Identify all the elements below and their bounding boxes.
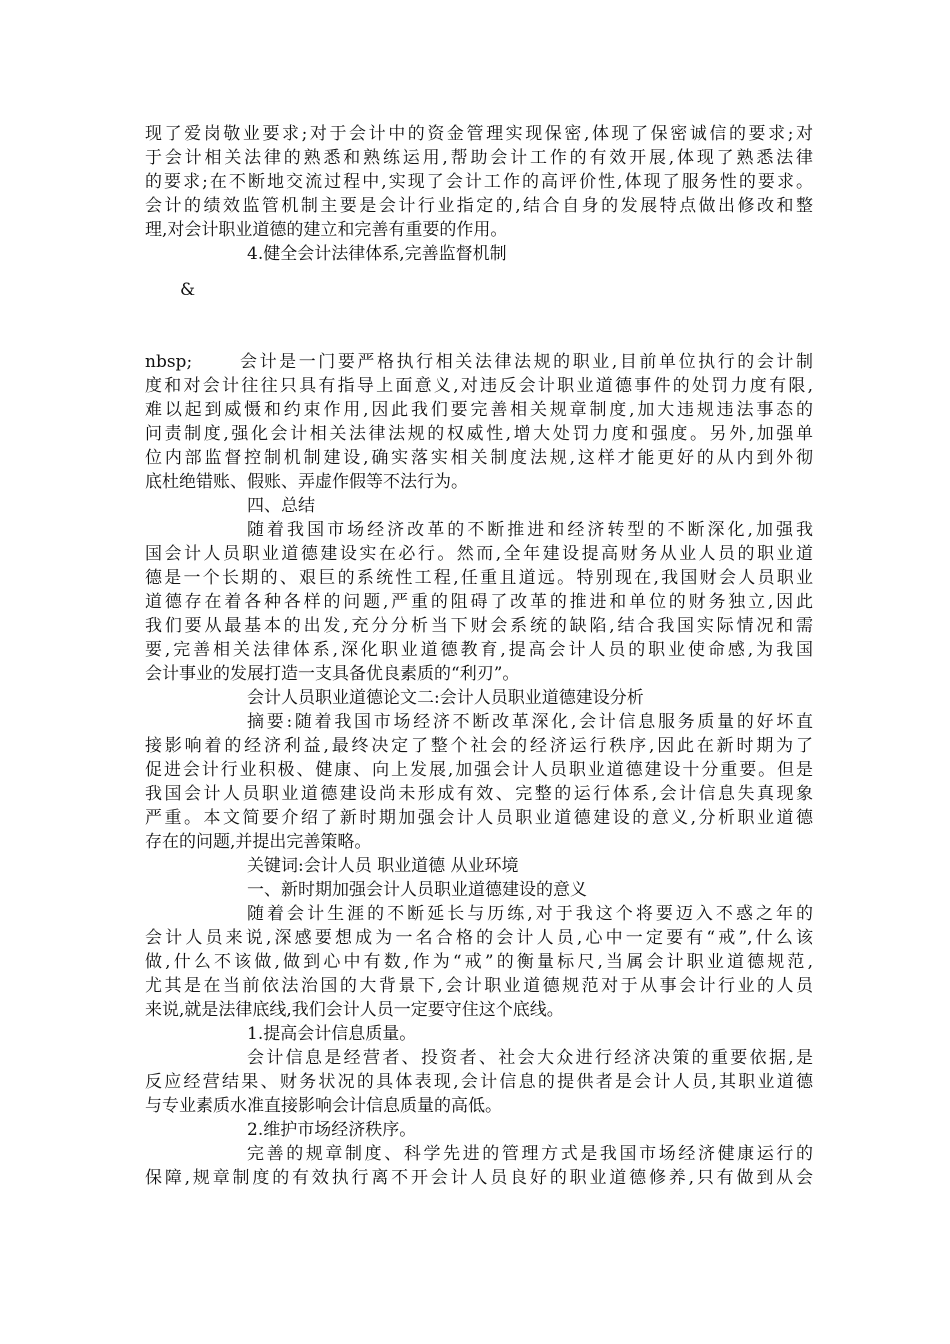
text-line: 国会计人员职业道德建设实在必行。然而,全年建设提高财务从业人员的职业道 [145, 544, 813, 564]
text-line: 保障,规章制度的有效执行离不开会计人员良好的职业道德修养,只有做到从会 [145, 1168, 813, 1188]
text-line: 存在的问题,并提出完善策略。 [145, 832, 372, 852]
text-line: 严重。本文简要介绍了新时期加强会计人员职业道德建设的意义,分析职业道德 [145, 808, 813, 828]
text-line: 理,对会计职业道德的建立和完善有重要的作用。 [145, 220, 508, 240]
text-line: 接影响着的经济利益,最终决定了整个社会的经济运行秩序,因此在新时期为了 [145, 736, 813, 756]
text-line: 反应经营结果、财务状况的具体表现,会计信息的提供者是会计人员,其职业道德 [145, 1072, 813, 1092]
text-line: 的要求;在不断地交流过程中,实现了会计工作的高评价性,体现了服务性的要求。 [145, 172, 813, 192]
text-line-rest: 会计是一门要严格执行相关法律法规的职业,目前单位执行的会计制 [240, 352, 813, 372]
text-line: 与专业素质水准直接影响会计信息质量的高低。 [145, 1096, 502, 1116]
keywords: 关键词:会计人员 职业道德 从业环境 [247, 856, 519, 876]
text-line: 随着我国市场经济改革的不断推进和经济转型的不断深化,加强我 [247, 520, 813, 540]
text-line: 度和对会计往往只具有指导上面意义,对违反会计职业道德事件的处罚力度有限, [145, 376, 813, 396]
stray-ampersand: & [180, 280, 196, 300]
text-line [145, 350, 813, 374]
text-line: 促进会计行业积极、健康、向上发展,加强会计人员职业道德建设十分重要。但是 [145, 760, 813, 780]
subsection-heading: 1.提高会计信息质量。 [247, 1024, 417, 1044]
text-line: 会计的绩效监管机制主要是会计行业指定的,结合自身的发展特点做出修改和整 [145, 196, 813, 216]
text-line: 位内部监督控制机制建设,确实落实相关制度法规,这样才能更好的从内到外彻 [145, 448, 813, 468]
section-heading: 四、总结 [247, 496, 315, 516]
text-line: 于会计相关法律的熟悉和熟练运用,帮助会计工作的有效开展,体现了熟悉法律 [145, 148, 813, 168]
text-line: 尤其是在当前依法治国的大背景下,会计职业道德规范对于从事会计行业的人员 [145, 976, 813, 996]
paper-title: 会计人员职业道德论文二:会计人员职业道德建设分析 [247, 688, 644, 708]
text-line: 道德存在着各种各样的问题,严重的阻碍了改革的推进和单位的财务独立,因此 [145, 592, 813, 612]
text-line: 完善的规章制度、科学先进的管理方式是我国市场经济健康运行的 [247, 1144, 813, 1164]
text-line: 我们要从最基本的出发,充分分析当下财会系统的缺陷,结合我国实际情况和需 [145, 616, 813, 636]
text-line: 摘要:随着我国市场经济不断改革深化,会计信息服务质量的好坏直 [247, 712, 813, 732]
section-heading: 一、新时期加强会计人员职业道德建设的意义 [247, 880, 587, 900]
stray-nbsp-text: nbsp; [145, 352, 193, 372]
text-line: 随着会计生涯的不断延长与历练,对于我这个将要迈入不惑之年的 [247, 904, 813, 924]
text-line: 我国会计人员职业道德建设尚未形成有效、完整的运行体系,会计信息失真现象 [145, 784, 813, 804]
text-line: 会计人员来说,深感要想成为一名合格的会计人员,心中一定要有“戒”,什么该 [145, 928, 813, 948]
text-line: 底杜绝错账、假账、弄虚作假等不法行为。 [145, 472, 468, 492]
text-line: 现了爱岗敬业要求;对于会计中的资金管理实现保密,体现了保密诚信的要求;对 [145, 124, 813, 144]
text-line: 德是一个长期的、艰巨的系统性工程,任重且道远。特别现在,我国财会人员职业 [145, 568, 813, 588]
section-heading: 4.健全会计法律体系,完善监督机制 [247, 244, 507, 264]
text-line: 要,完善相关法律体系,深化职业道德教育,提高会计人员的职业使命感,为我国 [145, 640, 813, 660]
subsection-heading: 2.维护市场经济秩序。 [247, 1120, 417, 1140]
text-line: 做,什么不该做,做到心中有数,作为“戒”的衡量标尺,当属会计职业道德规范, [145, 952, 813, 972]
text-line: 难以起到威慑和约束作用,因此我们要完善相关规章制度,加大违规违法事态的 [145, 400, 813, 420]
text-line: 会计事业的发展打造一支具备优良素质的“利刃”。 [145, 664, 520, 684]
text-line: 会计信息是经营者、投资者、社会大众进行经济决策的重要依据,是 [247, 1048, 813, 1068]
text-line: 来说,就是法律底线,我们会计人员一定要守住这个底线。 [145, 1000, 564, 1020]
text-line: 问责制度,强化会计相关法律法规的权威性,增大处罚力度和强度。另外,加强单 [145, 424, 813, 444]
